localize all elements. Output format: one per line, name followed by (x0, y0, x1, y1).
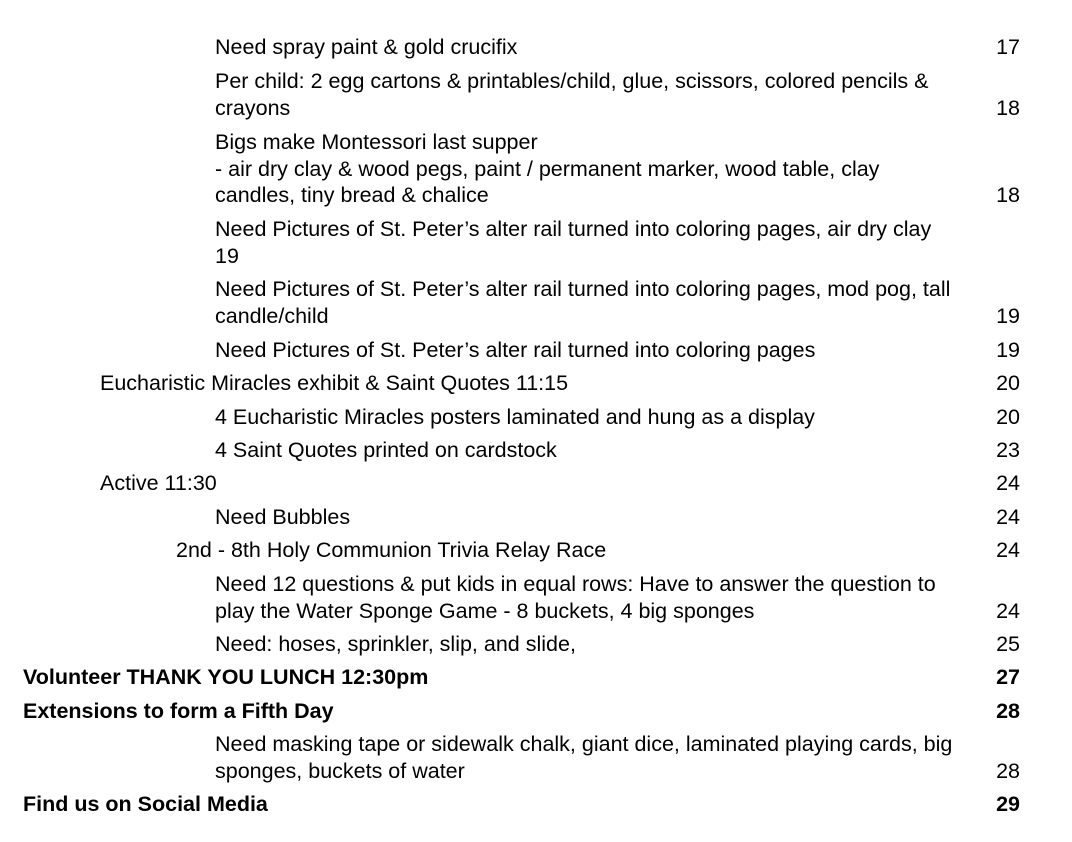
toc-entry-text: Per child: 2 egg cartons & printables/child, glue, scissors, colored pencils & (215, 69, 929, 93)
toc-entry-text: Bigs make Montessori last supper (215, 130, 538, 154)
toc-entry-text: Need Bubbles (215, 505, 351, 529)
toc-page-number: 27 (996, 665, 1020, 689)
toc-page-number: 17 (996, 35, 1020, 59)
toc-entry-text: 4 Saint Quotes printed on cardstock (215, 438, 557, 462)
toc-entry-text: Find us on Social Media (23, 792, 268, 816)
toc-entry-text: Extensions to form a Fifth Day (23, 699, 334, 723)
toc-page-number: 28 (996, 699, 1020, 723)
toc-entry-text: Need spray paint & gold crucifix (215, 35, 518, 59)
toc-page-number: 18 (996, 95, 1020, 120)
toc-entry-text: Need Pictures of St. Peter’s alter rail turned into coloring pages (215, 338, 816, 362)
toc-entry-text: candle/child (215, 303, 329, 328)
toc-page-number: 19 (996, 338, 1020, 362)
toc-entry-text: 4 Eucharistic Miracles posters laminated and hung as a display (215, 405, 815, 429)
toc-page-number: 24 (996, 538, 1020, 562)
toc-entry-text: sponges, buckets of water (215, 758, 465, 783)
toc-page-number: 25 (996, 632, 1020, 656)
toc-entry-text: Need Pictures of St. Peter’s alter rail turned into coloring pages, mod pog, tall (215, 277, 951, 301)
toc-page-number: 29 (996, 792, 1020, 816)
toc-entry-text: crayons (215, 95, 291, 120)
toc-page-number: 24 (996, 471, 1020, 495)
toc-entry-text: 2nd - 8th Holy Communion Trivia Relay Race (176, 538, 607, 562)
toc-entry-text: Eucharistic Miracles exhibit & Saint Quotes 11:15 (100, 371, 569, 395)
toc-page-number: 24 (996, 598, 1020, 623)
toc-entry-text: Need Pictures of St. Peter’s alter rail turned into coloring pages, air dry clay (215, 217, 932, 241)
toc-page-number: 19 (996, 303, 1020, 328)
toc-entry-text: - air dry clay & wood pegs, paint / permanent marker, wood table, clay (215, 156, 880, 181)
toc-entry-text: 19 (215, 243, 239, 268)
toc-page-number: 28 (996, 758, 1020, 783)
toc-entry-text: Need 12 questions & put kids in equal rows: Have to answer the question to (215, 572, 936, 596)
toc-page-number: 20 (996, 371, 1020, 395)
toc-page-number: 24 (996, 505, 1020, 529)
toc-entry-text: candles, tiny bread & chalice (215, 183, 489, 207)
toc-entry-text: Need masking tape or sidewalk chalk, giant dice, laminated playing cards, big (215, 732, 953, 756)
toc-page-number: 20 (996, 405, 1020, 429)
toc-page-number: 18 (996, 183, 1020, 207)
toc-entry-text: Need: hoses, sprinkler, slip, and slide, (215, 632, 576, 656)
toc-entry-text: play the Water Sponge Game - 8 buckets, 4 big sponges (215, 598, 755, 623)
toc-entry-text: Active 11:30 (100, 471, 217, 495)
toc-page-number: 23 (996, 438, 1020, 462)
toc-entry-text: Volunteer THANK YOU LUNCH 12:30pm (23, 665, 429, 689)
